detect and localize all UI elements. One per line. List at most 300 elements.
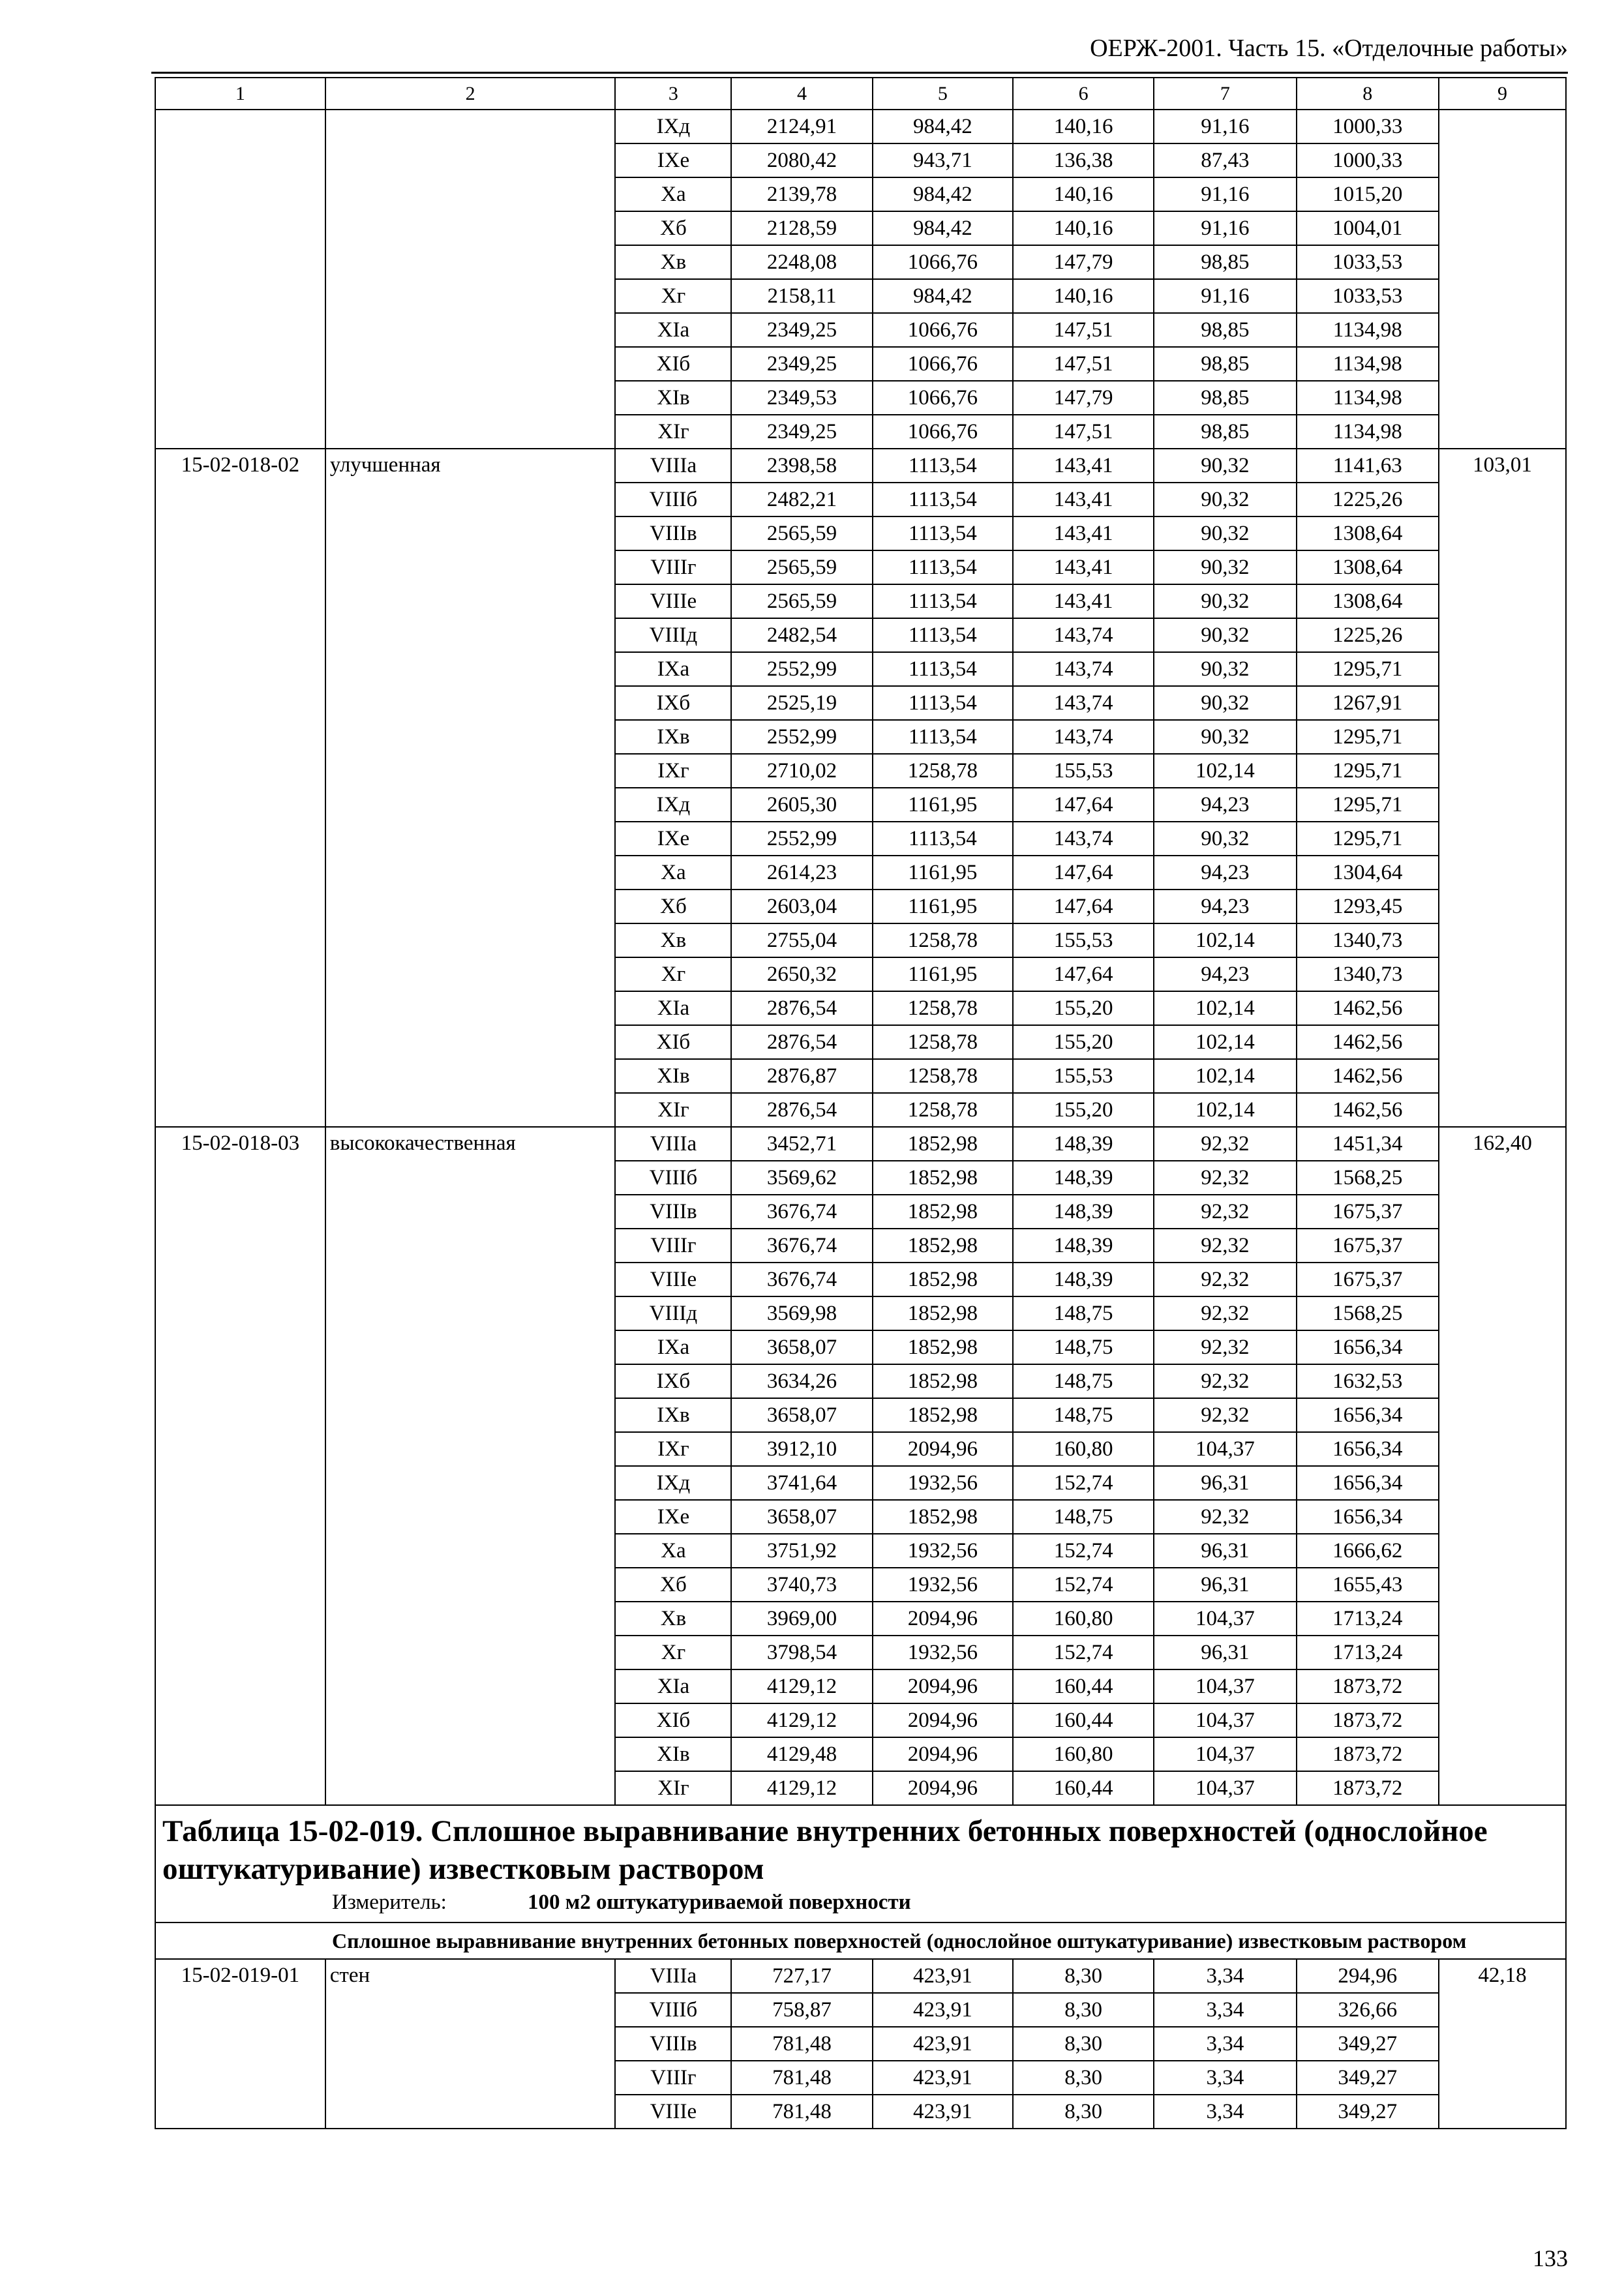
material-cost-cell: 1462,56	[1297, 991, 1439, 1025]
machine-cost-cell: 160,80	[1013, 1602, 1154, 1636]
material-cost-cell: 1000,33	[1297, 110, 1439, 143]
operator-wage-cell: 98,85	[1154, 347, 1296, 381]
zone-cell: VIIIв	[615, 2027, 731, 2061]
labor-cost-cell: 2094,96	[873, 1737, 1013, 1771]
labor-cost-cell: 1113,54	[873, 618, 1013, 652]
operator-wage-cell: 87,43	[1154, 143, 1296, 177]
machine-cost-cell: 147,79	[1013, 381, 1154, 415]
labor-cost-cell: 1852,98	[873, 1161, 1013, 1195]
total-cost-cell: 4129,12	[731, 1771, 872, 1805]
operator-wage-cell: 91,16	[1154, 177, 1296, 211]
total-cost-cell: 2614,23	[731, 856, 872, 890]
labor-cost-cell: 1852,98	[873, 1364, 1013, 1398]
zone-cell: Xг	[615, 1636, 731, 1669]
column-number-row	[155, 78, 1566, 110]
total-cost-cell: 3741,64	[731, 1466, 872, 1500]
machine-cost-cell: 155,53	[1013, 1059, 1154, 1093]
zone-cell: VIIIг	[615, 550, 731, 584]
material-cost-cell: 1295,71	[1297, 652, 1439, 686]
material-cost-cell: 1462,56	[1297, 1093, 1439, 1127]
operator-wage-cell: 92,32	[1154, 1127, 1296, 1161]
machine-cost-cell: 160,44	[1013, 1771, 1154, 1805]
total-cost-cell: 3658,07	[731, 1398, 872, 1432]
material-cost-cell: 349,27	[1297, 2027, 1439, 2061]
total-cost-cell: 3569,98	[731, 1296, 872, 1330]
operator-wage-cell: 3,34	[1154, 1993, 1296, 2027]
machine-cost-cell: 143,41	[1013, 483, 1154, 516]
labor-cost-cell: 1113,54	[873, 584, 1013, 618]
operator-wage-cell: 92,32	[1154, 1161, 1296, 1195]
labor-hours-cell: 162,40	[1439, 1127, 1566, 1805]
operator-wage-cell: 96,31	[1154, 1534, 1296, 1568]
material-cost-cell: 1304,64	[1297, 856, 1439, 890]
zone-cell: XIб	[615, 347, 731, 381]
zone-cell: XIв	[615, 1059, 731, 1093]
page-number: 133	[1533, 2245, 1568, 2271]
material-cost-cell: 1451,34	[1297, 1127, 1439, 1161]
labor-cost-cell: 984,42	[873, 211, 1013, 245]
operator-wage-cell: 102,14	[1154, 991, 1296, 1025]
total-cost-cell: 3676,74	[731, 1195, 872, 1229]
material-cost-cell: 1873,72	[1297, 1737, 1439, 1771]
rate-code-cell: 15-02-018-03	[155, 1127, 325, 1805]
machine-cost-cell: 148,75	[1013, 1330, 1154, 1364]
machine-cost-cell: 155,53	[1013, 754, 1154, 788]
column-number: 6	[1013, 78, 1154, 110]
machine-cost-cell: 140,16	[1013, 279, 1154, 313]
material-cost-cell: 1308,64	[1297, 550, 1439, 584]
machine-cost-cell: 155,20	[1013, 1025, 1154, 1059]
table-row	[155, 110, 1566, 143]
labor-cost-cell: 423,91	[873, 1959, 1013, 1993]
rate-code-cell	[155, 110, 325, 449]
zone-cell: IXд	[615, 110, 731, 143]
material-cost-cell: 1141,63	[1297, 449, 1439, 483]
total-cost-cell: 4129,12	[731, 1669, 872, 1703]
material-cost-cell: 1225,26	[1297, 618, 1439, 652]
zone-cell: XIа	[615, 1669, 731, 1703]
total-cost-cell: 3740,73	[731, 1568, 872, 1602]
machine-cost-cell: 140,16	[1013, 110, 1154, 143]
machine-cost-cell: 8,30	[1013, 1959, 1154, 1993]
running-header: ОЕРЖ-2001. Часть 15. «Отделочные работы»	[1090, 35, 1568, 62]
zone-cell: VIIIе	[615, 584, 731, 618]
material-cost-cell: 1675,37	[1297, 1263, 1439, 1296]
operator-wage-cell: 92,32	[1154, 1330, 1296, 1364]
operator-wage-cell: 94,23	[1154, 890, 1296, 923]
zone-cell: VIIIб	[615, 483, 731, 516]
operator-wage-cell: 96,31	[1154, 1636, 1296, 1669]
labor-cost-cell: 1113,54	[873, 720, 1013, 754]
labor-cost-cell: 1852,98	[873, 1195, 1013, 1229]
labor-cost-cell: 1066,76	[873, 381, 1013, 415]
material-cost-cell: 1225,26	[1297, 483, 1439, 516]
material-cost-cell: 1873,72	[1297, 1669, 1439, 1703]
labor-cost-cell: 1113,54	[873, 822, 1013, 856]
total-cost-cell: 2565,59	[731, 550, 872, 584]
rate-name-cell	[325, 110, 616, 449]
material-cost-cell: 1666,62	[1297, 1534, 1439, 1568]
machine-cost-cell: 148,39	[1013, 1195, 1154, 1229]
total-cost-cell: 3969,00	[731, 1602, 872, 1636]
zone-cell: Xа	[615, 856, 731, 890]
material-cost-cell: 1000,33	[1297, 143, 1439, 177]
material-cost-cell: 1015,20	[1297, 177, 1439, 211]
machine-cost-cell: 160,44	[1013, 1703, 1154, 1737]
operator-wage-cell: 104,37	[1154, 1432, 1296, 1466]
zone-cell: VIIIд	[615, 1296, 731, 1330]
header-rule	[151, 72, 1568, 74]
material-cost-cell: 1295,71	[1297, 822, 1439, 856]
zone-cell: XIб	[615, 1703, 731, 1737]
material-cost-cell: 1873,72	[1297, 1703, 1439, 1737]
material-cost-cell: 1340,73	[1297, 923, 1439, 957]
operator-wage-cell: 92,32	[1154, 1398, 1296, 1432]
operator-wage-cell: 90,32	[1154, 822, 1296, 856]
total-cost-cell: 2158,11	[731, 279, 872, 313]
zone-cell: VIIIе	[615, 1263, 731, 1296]
machine-cost-cell: 152,74	[1013, 1534, 1154, 1568]
machine-cost-cell: 140,16	[1013, 177, 1154, 211]
total-cost-cell: 2605,30	[731, 788, 872, 822]
zone-cell: VIIIг	[615, 2061, 731, 2095]
machine-cost-cell: 155,20	[1013, 991, 1154, 1025]
table-row	[155, 1959, 1566, 1993]
labor-cost-cell: 1852,98	[873, 1500, 1013, 1534]
rate-code-cell: 15-02-019-01	[155, 1959, 325, 2129]
machine-cost-cell: 147,64	[1013, 957, 1154, 991]
material-cost-cell: 1004,01	[1297, 211, 1439, 245]
machine-cost-cell: 143,74	[1013, 686, 1154, 720]
machine-cost-cell: 152,74	[1013, 1466, 1154, 1500]
machine-cost-cell: 147,64	[1013, 890, 1154, 923]
operator-wage-cell: 92,32	[1154, 1229, 1296, 1263]
operator-wage-cell: 3,34	[1154, 2027, 1296, 2061]
labor-cost-cell: 2094,96	[873, 1669, 1013, 1703]
machine-cost-cell: 160,80	[1013, 1432, 1154, 1466]
operator-wage-cell: 90,32	[1154, 584, 1296, 618]
labor-cost-cell: 1258,78	[873, 991, 1013, 1025]
total-cost-cell: 2349,25	[731, 313, 872, 347]
column-number: 2	[325, 78, 616, 110]
zone-cell: Xв	[615, 245, 731, 279]
labor-hours-cell: 42,18	[1439, 1959, 1566, 2129]
column-number: 4	[731, 78, 872, 110]
zone-cell: VIIIв	[615, 1195, 731, 1229]
machine-cost-cell: 147,64	[1013, 856, 1154, 890]
machine-cost-cell: 8,30	[1013, 2095, 1154, 2129]
zone-cell: IXе	[615, 822, 731, 856]
machine-cost-cell: 143,41	[1013, 449, 1154, 483]
total-cost-cell: 3676,74	[731, 1229, 872, 1263]
material-cost-cell: 1656,34	[1297, 1466, 1439, 1500]
material-cost-cell: 1308,64	[1297, 584, 1439, 618]
labor-cost-cell: 1852,98	[873, 1229, 1013, 1263]
total-cost-cell: 2349,53	[731, 381, 872, 415]
machine-cost-cell: 140,16	[1013, 211, 1154, 245]
column-number: 7	[1154, 78, 1296, 110]
zone-cell: Xг	[615, 957, 731, 991]
machine-cost-cell: 147,64	[1013, 788, 1154, 822]
operator-wage-cell: 104,37	[1154, 1602, 1296, 1636]
table-title-row	[155, 1805, 1566, 1922]
machine-cost-cell: 148,39	[1013, 1229, 1154, 1263]
material-cost-cell: 1873,72	[1297, 1771, 1439, 1805]
total-cost-cell: 2710,02	[731, 754, 872, 788]
machine-cost-cell: 147,51	[1013, 347, 1154, 381]
material-cost-cell: 1267,91	[1297, 686, 1439, 720]
operator-wage-cell: 92,32	[1154, 1500, 1296, 1534]
zone-cell: IXг	[615, 1432, 731, 1466]
operator-wage-cell: 92,32	[1154, 1364, 1296, 1398]
operator-wage-cell: 104,37	[1154, 1737, 1296, 1771]
total-cost-cell: 2349,25	[731, 415, 872, 449]
material-cost-cell: 1656,34	[1297, 1500, 1439, 1534]
labor-cost-cell: 423,91	[873, 2027, 1013, 2061]
material-cost-cell: 1295,71	[1297, 720, 1439, 754]
total-cost-cell: 781,48	[731, 2095, 872, 2129]
material-cost-cell: 1033,53	[1297, 245, 1439, 279]
operator-wage-cell: 94,23	[1154, 856, 1296, 890]
table-row	[155, 449, 1566, 483]
machine-cost-cell: 152,74	[1013, 1568, 1154, 1602]
material-cost-cell: 1568,25	[1297, 1161, 1439, 1195]
material-cost-cell: 1462,56	[1297, 1059, 1439, 1093]
operator-wage-cell: 92,32	[1154, 1263, 1296, 1296]
rates-table	[155, 77, 1567, 2129]
machine-cost-cell: 147,51	[1013, 415, 1154, 449]
machine-cost-cell: 8,30	[1013, 2027, 1154, 2061]
rates-table-body	[155, 78, 1566, 2129]
machine-cost-cell: 147,79	[1013, 245, 1154, 279]
material-cost-cell: 1656,34	[1297, 1398, 1439, 1432]
total-cost-cell: 2525,19	[731, 686, 872, 720]
material-cost-cell: 1033,53	[1297, 279, 1439, 313]
total-cost-cell: 2482,21	[731, 483, 872, 516]
total-cost-cell: 3751,92	[731, 1534, 872, 1568]
operator-wage-cell: 98,85	[1154, 415, 1296, 449]
machine-cost-cell: 143,74	[1013, 618, 1154, 652]
zone-cell: IXд	[615, 788, 731, 822]
operator-wage-cell: 92,32	[1154, 1195, 1296, 1229]
zone-cell: VIIIб	[615, 1993, 731, 2027]
material-cost-cell: 1675,37	[1297, 1229, 1439, 1263]
material-cost-cell: 1134,98	[1297, 381, 1439, 415]
labor-cost-cell: 984,42	[873, 177, 1013, 211]
zone-cell: VIIIа	[615, 1959, 731, 1993]
zone-cell: Xг	[615, 279, 731, 313]
machine-cost-cell: 155,20	[1013, 1093, 1154, 1127]
zone-cell: XIг	[615, 1771, 731, 1805]
zone-cell: IXе	[615, 143, 731, 177]
labor-cost-cell: 2094,96	[873, 1771, 1013, 1805]
zone-cell: IXб	[615, 686, 731, 720]
material-cost-cell: 1293,45	[1297, 890, 1439, 923]
operator-wage-cell: 98,85	[1154, 381, 1296, 415]
total-cost-cell: 2248,08	[731, 245, 872, 279]
zone-cell: XIа	[615, 991, 731, 1025]
zone-cell: Xб	[615, 211, 731, 245]
total-cost-cell: 727,17	[731, 1959, 872, 1993]
operator-wage-cell: 3,34	[1154, 2061, 1296, 2095]
machine-cost-cell: 155,53	[1013, 923, 1154, 957]
labor-cost-cell: 1161,95	[873, 788, 1013, 822]
operator-wage-cell: 3,34	[1154, 2095, 1296, 2129]
operator-wage-cell: 102,14	[1154, 923, 1296, 957]
column-number: 9	[1439, 78, 1566, 110]
operator-wage-cell: 96,31	[1154, 1466, 1296, 1500]
operator-wage-cell: 94,23	[1154, 957, 1296, 991]
total-cost-cell: 2482,54	[731, 618, 872, 652]
labor-cost-cell: 1161,95	[873, 890, 1013, 923]
machine-cost-cell: 8,30	[1013, 2061, 1154, 2095]
operator-wage-cell: 96,31	[1154, 1568, 1296, 1602]
zone-cell: Xа	[615, 177, 731, 211]
labor-cost-cell: 1113,54	[873, 686, 1013, 720]
total-cost-cell: 2080,42	[731, 143, 872, 177]
total-cost-cell: 2552,99	[731, 822, 872, 856]
machine-cost-cell: 136,38	[1013, 143, 1154, 177]
machine-cost-cell: 147,51	[1013, 313, 1154, 347]
material-cost-cell: 294,96	[1297, 1959, 1439, 1993]
labor-cost-cell: 1258,78	[873, 754, 1013, 788]
labor-cost-cell: 1113,54	[873, 652, 1013, 686]
total-cost-cell: 2124,91	[731, 110, 872, 143]
material-cost-cell: 326,66	[1297, 1993, 1439, 2027]
operator-wage-cell: 3,34	[1154, 1959, 1296, 1993]
labor-cost-cell: 1258,78	[873, 923, 1013, 957]
total-cost-cell: 2398,58	[731, 449, 872, 483]
material-cost-cell: 1308,64	[1297, 516, 1439, 550]
total-cost-cell: 3569,62	[731, 1161, 872, 1195]
total-cost-cell: 2128,59	[731, 211, 872, 245]
labor-cost-cell: 1932,56	[873, 1534, 1013, 1568]
material-cost-cell: 1675,37	[1297, 1195, 1439, 1229]
machine-cost-cell: 148,39	[1013, 1263, 1154, 1296]
rate-code-cell: 15-02-018-02	[155, 449, 325, 1127]
operator-wage-cell: 102,14	[1154, 1025, 1296, 1059]
machine-cost-cell: 143,41	[1013, 584, 1154, 618]
operator-wage-cell: 90,32	[1154, 483, 1296, 516]
operator-wage-cell: 102,14	[1154, 1093, 1296, 1127]
total-cost-cell: 2603,04	[731, 890, 872, 923]
material-cost-cell: 1713,24	[1297, 1602, 1439, 1636]
labor-cost-cell: 423,91	[873, 1993, 1013, 2027]
zone-cell: IXе	[615, 1500, 731, 1534]
rate-name-cell: стен	[325, 1959, 616, 2129]
zone-cell: IXа	[615, 1330, 731, 1364]
total-cost-cell: 2139,78	[731, 177, 872, 211]
operator-wage-cell: 90,32	[1154, 550, 1296, 584]
labor-cost-cell: 1113,54	[873, 483, 1013, 516]
labor-hours-cell: 103,01	[1439, 449, 1566, 1127]
material-cost-cell: 1713,24	[1297, 1636, 1439, 1669]
labor-cost-cell: 1852,98	[873, 1127, 1013, 1161]
table-row	[155, 1127, 1566, 1161]
labor-cost-cell: 1258,78	[873, 1059, 1013, 1093]
labor-cost-cell: 2094,96	[873, 1432, 1013, 1466]
operator-wage-cell: 92,32	[1154, 1296, 1296, 1330]
machine-cost-cell: 143,41	[1013, 516, 1154, 550]
total-cost-cell: 2876,54	[731, 1093, 872, 1127]
labor-cost-cell: 1852,98	[873, 1398, 1013, 1432]
rate-name-cell: высококачественная	[325, 1127, 616, 1805]
zone-cell: Xа	[615, 1534, 731, 1568]
table-title-cell	[155, 1805, 1566, 1922]
labor-hours-cell	[1439, 110, 1566, 449]
machine-cost-cell: 160,44	[1013, 1669, 1154, 1703]
operator-wage-cell: 90,32	[1154, 686, 1296, 720]
material-cost-cell: 1134,98	[1297, 347, 1439, 381]
total-cost-cell: 3658,07	[731, 1500, 872, 1534]
zone-cell: IXг	[615, 754, 731, 788]
machine-cost-cell: 148,75	[1013, 1398, 1154, 1432]
labor-cost-cell: 943,71	[873, 143, 1013, 177]
total-cost-cell: 4129,48	[731, 1737, 872, 1771]
zone-cell: IXв	[615, 1398, 731, 1432]
total-cost-cell: 2876,54	[731, 991, 872, 1025]
machine-cost-cell: 148,39	[1013, 1161, 1154, 1195]
rate-name-cell: улучшенная	[325, 449, 616, 1127]
machine-cost-cell: 152,74	[1013, 1636, 1154, 1669]
labor-cost-cell: 423,91	[873, 2061, 1013, 2095]
operator-wage-cell: 90,32	[1154, 720, 1296, 754]
material-cost-cell: 1568,25	[1297, 1296, 1439, 1330]
operator-wage-cell: 102,14	[1154, 1059, 1296, 1093]
material-cost-cell: 1656,34	[1297, 1330, 1439, 1364]
labor-cost-cell: 1852,98	[873, 1296, 1013, 1330]
zone-cell: IXд	[615, 1466, 731, 1500]
total-cost-cell: 4129,12	[731, 1703, 872, 1737]
unit-line	[332, 1888, 1559, 1917]
operator-wage-cell: 91,16	[1154, 279, 1296, 313]
zone-cell: VIIIе	[615, 2095, 731, 2129]
machine-cost-cell: 148,75	[1013, 1296, 1154, 1330]
unit-value: 100 м2 оштукатуриваемой поверхности	[528, 1891, 911, 1914]
material-cost-cell: 1134,98	[1297, 313, 1439, 347]
zone-cell: VIIIг	[615, 1229, 731, 1263]
column-number: 1	[155, 78, 325, 110]
total-cost-cell: 781,48	[731, 2027, 872, 2061]
material-cost-cell: 1134,98	[1297, 415, 1439, 449]
zone-cell: IXб	[615, 1364, 731, 1398]
labor-cost-cell: 1066,76	[873, 313, 1013, 347]
material-cost-cell: 1632,53	[1297, 1364, 1439, 1398]
labor-cost-cell: 1852,98	[873, 1330, 1013, 1364]
total-cost-cell: 2650,32	[731, 957, 872, 991]
zone-cell: VIIIа	[615, 1127, 731, 1161]
machine-cost-cell: 148,75	[1013, 1500, 1154, 1534]
labor-cost-cell: 1932,56	[873, 1466, 1013, 1500]
section-title: Сплошное выравнивание внутренних бетонных поверхностей (однослойное оштукатуривание) известковым раствором	[155, 1922, 1566, 1959]
zone-cell: XIг	[615, 415, 731, 449]
zone-cell: VIIIд	[615, 618, 731, 652]
material-cost-cell: 1295,71	[1297, 754, 1439, 788]
labor-cost-cell: 423,91	[873, 2095, 1013, 2129]
zone-cell: XIв	[615, 381, 731, 415]
machine-cost-cell: 143,41	[1013, 550, 1154, 584]
operator-wage-cell: 94,23	[1154, 788, 1296, 822]
machine-cost-cell: 143,74	[1013, 822, 1154, 856]
total-cost-cell: 781,48	[731, 2061, 872, 2095]
labor-cost-cell: 1852,98	[873, 1263, 1013, 1296]
labor-cost-cell: 2094,96	[873, 1703, 1013, 1737]
unit-label: Измеритель:	[332, 1891, 447, 1914]
operator-wage-cell: 98,85	[1154, 245, 1296, 279]
machine-cost-cell: 143,74	[1013, 652, 1154, 686]
material-cost-cell: 1340,73	[1297, 957, 1439, 991]
total-cost-cell: 3634,26	[731, 1364, 872, 1398]
